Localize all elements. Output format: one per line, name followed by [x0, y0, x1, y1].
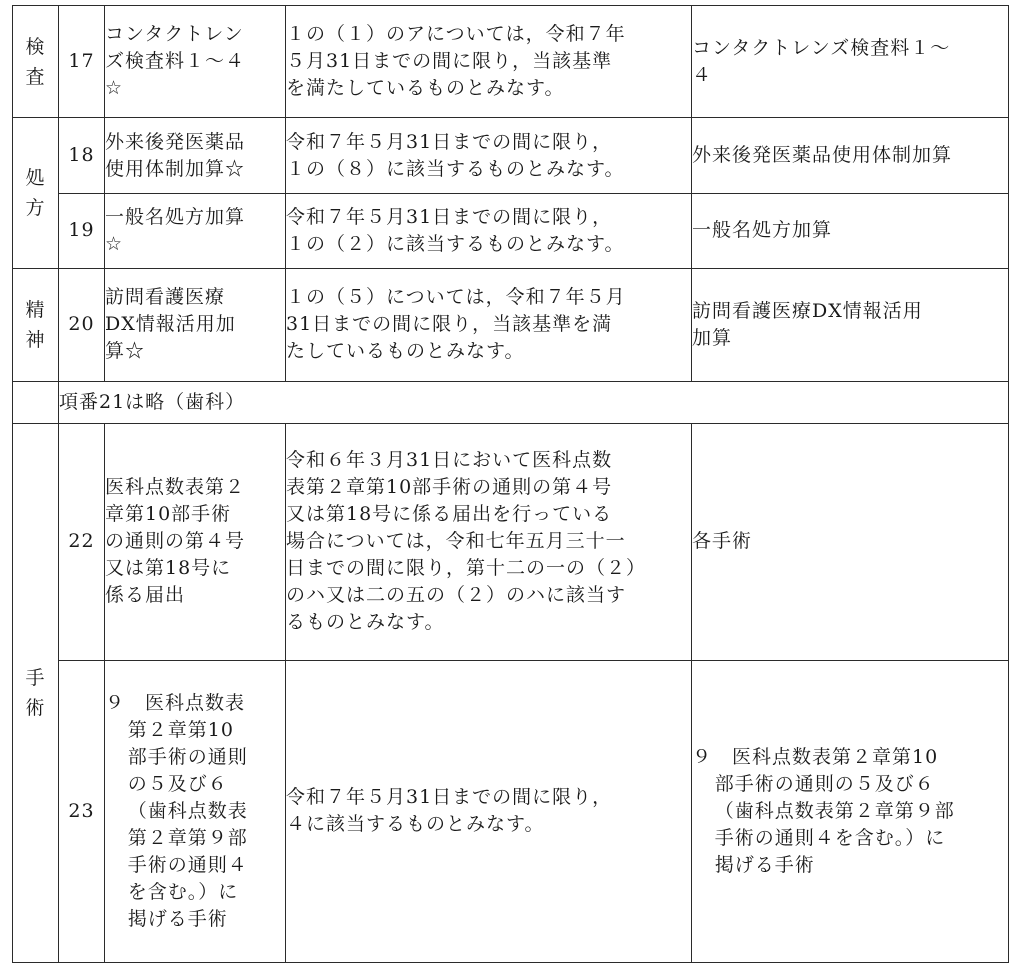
remark-text: 各手術 [692, 530, 753, 553]
remark-cell [692, 423, 1009, 660]
item-number: 22 [59, 423, 105, 660]
remark-cell [692, 193, 1009, 268]
remark-cell [692, 660, 1009, 962]
remark-text: ９ 医科点数表第２章第10 部手術の通則の５及び６ （歯科点数表第２章第９部 手術の通則４を含む。）に 掲げる手術 [692, 745, 955, 876]
item-name-text: 一般名処方加算 ☆ [105, 205, 246, 255]
item-name-text: 外来後発医薬品 使用体制加算☆ [105, 130, 246, 180]
condition-text: 令和７年５月31日までの間に限り， ４に該当するものとみなす。 [286, 786, 613, 836]
condition-cell [286, 193, 692, 268]
condition-cell [286, 6, 692, 118]
condition-text: １の（５）については，令和７年５月 31日までの間に限り，当該基準を満 たしているものとみなす。 [286, 286, 626, 363]
condition-cell [286, 118, 692, 193]
category-cell [13, 423, 59, 962]
category-cell [13, 381, 59, 423]
table-row [13, 6, 1009, 118]
remark-cell [692, 118, 1009, 193]
table-row [13, 118, 1009, 193]
item-name-text: 医科点数表第２ 章第10部手術 の通則の第４号 又は第18号に 係る届出 [105, 476, 246, 607]
category-label: 検査 [25, 35, 46, 88]
item-name [105, 423, 286, 660]
item-name [105, 6, 286, 118]
condition-cell [286, 660, 692, 962]
table-row [13, 193, 1009, 268]
omitted-note: 項番21は略（歯科） [59, 381, 1009, 423]
item-number: 18 [59, 118, 105, 193]
remark-cell [692, 6, 1009, 118]
item-number: 17 [59, 6, 105, 118]
condition-text: 令和７年５月31日までの間に限り， １の（８）に該当するものとみなす。 [286, 130, 625, 180]
item-name-text: ９ 医科点数表 第２章第10 部手術の通則 の５及び６ （歯科点数表 第２章第９部 手術の通則４ を含む。）に 掲げる手術 [105, 691, 248, 930]
item-number: 20 [59, 269, 105, 381]
remark-text: コンタクトレンズ検査料１～ ４ [692, 36, 951, 86]
condition-cell [286, 269, 692, 381]
category-label: 処方 [25, 167, 46, 220]
category-label: 精神 [25, 298, 46, 351]
item-name-text: 訪問看護医療 DX情報活用加 算☆ [105, 286, 236, 363]
item-name [105, 269, 286, 381]
item-number: 23 [59, 660, 105, 962]
facility-standards-table [12, 5, 1009, 963]
category-cell [13, 269, 59, 381]
item-name-text: コンタクトレン ズ検査料１～４ ☆ [105, 23, 246, 100]
table-row [13, 381, 1009, 423]
item-name [105, 118, 286, 193]
condition-text: 令和７年５月31日までの間に限り， １の（２）に該当するものとみなす。 [286, 205, 625, 255]
item-name [105, 193, 286, 268]
category-cell [13, 118, 59, 269]
remark-cell [692, 269, 1009, 381]
category-label: 手術 [25, 666, 46, 719]
remark-text: 外来後発医薬品使用体制加算 [692, 144, 953, 167]
condition-text: 令和６年３月31日において医科点数 表第２章第10部手術の通則の第４号 又は第18号に係る届出を行っている 場合については，令和七年五月三十一 日までの間に限り，第十二の一の（２） のハ又は二の五の（２）のハに該当す るものとみなす。 [286, 449, 647, 634]
condition-text: １の（１）のアについては，令和７年 ５月31日までの間に限り，当該基準 を満たしているものとみなす。 [286, 23, 626, 100]
item-name [105, 660, 286, 962]
item-number: 19 [59, 193, 105, 268]
table-row [13, 660, 1009, 962]
condition-cell [286, 423, 692, 660]
remark-text: 訪問看護医療DX情報活用 加算 [692, 299, 923, 349]
table-row [13, 269, 1009, 381]
category-cell [13, 6, 59, 118]
remark-text: 一般名処方加算 [692, 219, 833, 242]
table-row [13, 423, 1009, 660]
